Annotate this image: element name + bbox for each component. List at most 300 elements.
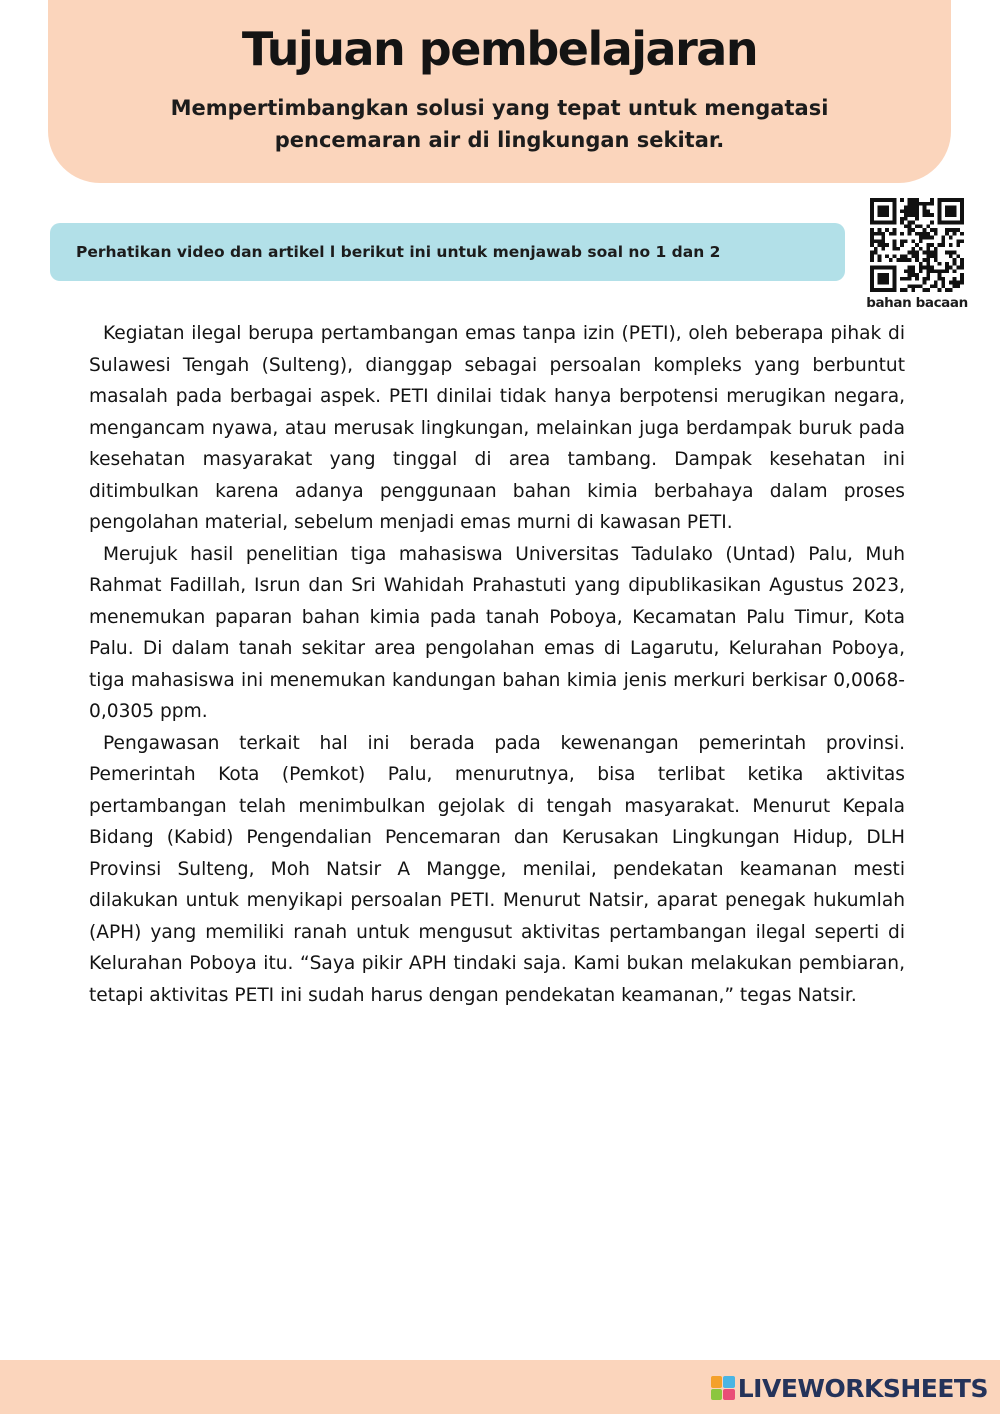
qr-module xyxy=(908,198,912,202)
qr-module xyxy=(908,258,912,262)
qr-module xyxy=(919,247,923,251)
qr-module xyxy=(926,224,930,228)
qr-module xyxy=(915,284,919,288)
qr-module xyxy=(956,198,960,202)
qr-module xyxy=(870,221,874,225)
qr-module xyxy=(926,251,930,255)
qr-module xyxy=(874,239,878,243)
qr-module xyxy=(870,251,874,255)
page-title: Tujuan pembelajaran xyxy=(241,22,758,76)
qr-module xyxy=(945,269,949,273)
qr-module xyxy=(949,266,953,270)
qr-module xyxy=(889,258,893,262)
qr-module xyxy=(911,209,915,213)
qr-module xyxy=(878,254,882,258)
qr-module xyxy=(926,254,930,258)
qr-module xyxy=(885,243,889,247)
qr-module xyxy=(874,288,878,292)
qr-module xyxy=(923,209,927,213)
qr-module xyxy=(878,239,882,243)
qr-module xyxy=(956,284,960,288)
article-paragraph-1: Kegiatan ilegal berupa pertambangan emas tanpa izin (PETI), oleh beberapa pihak di Sulawesi Tengah (Sulteng), dianggap sebagai persoalan kompleks yang berbuntut masalah pada berbagai aspek. PETI dinilai tidak hanya berpotensi merugikan negara, mengancam nyawa, atau merusak lingkungan, melainkan juga berdampak buruk pada kesehatan masyarakat yang tinggal di area tambang. Dampak kesehatan ini ditimbulkan karena adanya penggunaan bahan kimia berbahaya dalam proses pengolahan material, sebelum menjadi emas murni di kawasan PETI. xyxy=(89,323,905,533)
logo-tile-3 xyxy=(711,1389,723,1401)
qr-module xyxy=(938,198,942,202)
qr-module xyxy=(915,213,919,217)
qr-module xyxy=(870,273,874,277)
qr-module xyxy=(960,202,964,206)
qr-module xyxy=(885,281,889,285)
qr-module xyxy=(919,266,923,270)
qr-module xyxy=(904,224,908,228)
qr-module xyxy=(893,213,897,217)
qr-module xyxy=(923,281,927,285)
qr-module xyxy=(893,247,897,251)
qr-module xyxy=(949,213,953,217)
qr-module xyxy=(881,213,885,217)
qr-module xyxy=(878,206,882,210)
qr-module xyxy=(874,198,878,202)
qr-module xyxy=(953,277,957,281)
qr-module xyxy=(926,269,930,273)
qr-module xyxy=(956,239,960,243)
qr-module xyxy=(941,239,945,243)
qr-module xyxy=(893,277,897,281)
qr-module xyxy=(949,254,953,258)
qr-module xyxy=(945,232,949,236)
qr-module xyxy=(874,251,878,255)
qr-module xyxy=(926,288,930,292)
qr-module xyxy=(908,228,912,232)
qr-module xyxy=(881,239,885,243)
article-paragraph-3: Pengawasan terkait hal ini berada pada kewenangan pemerintah provinsi. Pemerintah Kota (Pemkot) Palu, menurutnya, bisa terlibat ketika aktivitas pertambangan telah menimbulkan gejolak di tengah masyarakat. Menurut Kepala Bidang (Kabid) Pengendalian Pencemaran dan Kerusakan Lingkungan Hidup, DLH Provinsi Sulteng, Moh Natsir A Mangge, menilai, pendekatan keamanan mesti dilakukan untuk menyikapi persoalan PETI. Menurut Natsir, aparat penegak hukumlah (APH) yang memiliki ranah untuk mengusut aktivitas pertambangan ilegal seperti di Kelurahan Poboya itu. “Saya pikir APH tindaki saja. Kami bukan melakukan pembiaran, tetapi aktivitas PETI ini sudah harus dengan pendekatan keamanan,” tegas Natsir. xyxy=(89,732,905,1006)
qr-module xyxy=(896,258,900,262)
qr-module xyxy=(941,284,945,288)
qr-module xyxy=(915,209,919,213)
reading-article xyxy=(89,318,905,1011)
qr-module xyxy=(870,213,874,217)
qr-module xyxy=(915,206,919,210)
qr-module xyxy=(911,284,915,288)
qr-module xyxy=(930,266,934,270)
qr-module xyxy=(885,213,889,217)
qr-module xyxy=(908,221,912,225)
qr-module xyxy=(900,198,904,202)
qr-module xyxy=(923,277,927,281)
qr-module xyxy=(870,284,874,288)
qr-module xyxy=(870,228,874,232)
qr-module xyxy=(960,232,964,236)
qr-module xyxy=(960,281,964,285)
qr-module xyxy=(956,254,960,258)
qr-module xyxy=(908,213,912,217)
qr-module xyxy=(945,213,949,217)
qr-module xyxy=(953,284,957,288)
qr-module xyxy=(911,288,915,292)
qr-module xyxy=(878,266,882,270)
qr-module xyxy=(870,243,874,247)
qr-module xyxy=(908,277,912,281)
qr-module xyxy=(949,206,953,210)
qr-module xyxy=(904,288,908,292)
qr-module xyxy=(881,243,885,247)
qr-module xyxy=(934,232,938,236)
qr-module xyxy=(953,206,957,210)
qr-module xyxy=(926,232,930,236)
qr-module xyxy=(956,228,960,232)
qr-module xyxy=(885,273,889,277)
qr-module xyxy=(941,198,945,202)
qr-module xyxy=(874,221,878,225)
qr-module xyxy=(956,243,960,247)
qr-module xyxy=(870,198,874,202)
qr-module xyxy=(949,209,953,213)
qr-module xyxy=(930,236,934,240)
qr-module xyxy=(960,221,964,225)
qr-module xyxy=(953,221,957,225)
qr-module xyxy=(885,266,889,270)
qr-module xyxy=(930,284,934,288)
qr-module xyxy=(878,277,882,281)
qr-module xyxy=(953,213,957,217)
qr-module xyxy=(911,273,915,277)
qr-module xyxy=(926,209,930,213)
qr-module xyxy=(908,269,912,273)
qr-module xyxy=(878,232,882,236)
qr-module xyxy=(870,288,874,292)
qr-module xyxy=(949,243,953,247)
qr-module xyxy=(878,198,882,202)
qr-module xyxy=(953,251,957,255)
qr-module xyxy=(960,217,964,221)
qr-module xyxy=(953,262,957,266)
qr-module xyxy=(926,236,930,240)
qr-module xyxy=(911,247,915,251)
qr-module xyxy=(915,243,919,247)
qr-module xyxy=(870,209,874,213)
instruction-text: Perhatikan video dan artikel l berikut ini untuk menjawab soal no 1 dan 2 xyxy=(76,243,721,261)
qr-module xyxy=(908,251,912,255)
qr-module xyxy=(904,277,908,281)
qr-module xyxy=(915,273,919,277)
qr-module xyxy=(919,202,923,206)
qr-module xyxy=(934,284,938,288)
qr-module xyxy=(908,284,912,288)
qr-module xyxy=(938,209,942,213)
qr-module xyxy=(908,273,912,277)
qr-module xyxy=(870,239,874,243)
instruction-banner xyxy=(50,223,845,281)
qr-module xyxy=(870,258,874,262)
qr-module xyxy=(926,262,930,266)
qr-module xyxy=(881,247,885,251)
qr-module xyxy=(900,232,904,236)
qr-module xyxy=(923,228,927,232)
qr-module xyxy=(881,232,885,236)
qr-module xyxy=(900,258,904,262)
qr-module xyxy=(915,251,919,255)
qr-module xyxy=(874,266,878,270)
qr-module xyxy=(911,251,915,255)
qr-module xyxy=(930,213,934,217)
qr-module xyxy=(911,254,915,258)
qr-module xyxy=(908,202,912,206)
liveworksheets-logo[interactable] xyxy=(711,1372,988,1404)
qr-code-label: bahan bacaan xyxy=(866,295,968,311)
logo-tile-2 xyxy=(723,1376,735,1388)
qr-module xyxy=(908,232,912,236)
qr-module xyxy=(930,254,934,258)
qr-module xyxy=(878,243,882,247)
qr-module xyxy=(938,269,942,273)
qr-module xyxy=(889,221,893,225)
qr-module xyxy=(941,269,945,273)
qr-module xyxy=(930,228,934,232)
qr-module xyxy=(889,266,893,270)
qr-module xyxy=(896,247,900,251)
qr-module xyxy=(870,202,874,206)
qr-module xyxy=(949,251,953,255)
qr-module xyxy=(908,266,912,270)
qr-module xyxy=(945,209,949,213)
qr-module xyxy=(893,232,897,236)
qr-module xyxy=(893,202,897,206)
qr-module xyxy=(938,202,942,206)
qr-module xyxy=(923,206,927,210)
qr-module xyxy=(911,213,915,217)
qr-module xyxy=(960,266,964,270)
qr-module xyxy=(926,243,930,247)
qr-module xyxy=(926,213,930,217)
qr-module xyxy=(870,277,874,281)
qr-module xyxy=(881,273,885,277)
qr-module xyxy=(945,262,949,266)
qr-module xyxy=(911,239,915,243)
qr-module xyxy=(881,221,885,225)
qr-module xyxy=(949,281,953,285)
qr-module xyxy=(915,198,919,202)
qr-module xyxy=(885,209,889,213)
qr-module xyxy=(900,221,904,225)
qr-module xyxy=(900,254,904,258)
qr-module xyxy=(893,281,897,285)
qr-module xyxy=(926,266,930,270)
qr-module xyxy=(923,288,927,292)
qr-module xyxy=(956,221,960,225)
qr-module xyxy=(911,266,915,270)
qr-module xyxy=(911,228,915,232)
qr-module xyxy=(885,277,889,281)
qr-module xyxy=(945,251,949,255)
qr-module xyxy=(919,269,923,273)
qr-module xyxy=(870,217,874,221)
qr-module xyxy=(938,277,942,281)
qr-module xyxy=(885,228,889,232)
qr-module xyxy=(885,198,889,202)
qr-module xyxy=(878,228,882,232)
qr-module xyxy=(945,288,949,292)
qr-module xyxy=(911,221,915,225)
qr-module xyxy=(889,232,893,236)
qr-module xyxy=(878,281,882,285)
qr-module xyxy=(930,269,934,273)
qr-module xyxy=(893,209,897,213)
header-banner xyxy=(48,0,951,183)
qr-module xyxy=(878,258,882,262)
qr-module xyxy=(878,209,882,213)
qr-module xyxy=(953,269,957,273)
qr-module xyxy=(885,221,889,225)
qr-module xyxy=(938,213,942,217)
qr-code-block[interactable] xyxy=(866,198,968,318)
qr-module xyxy=(930,251,934,255)
qr-module xyxy=(934,258,938,262)
qr-module xyxy=(934,269,938,273)
qr-module xyxy=(956,266,960,270)
qr-module xyxy=(893,221,897,225)
qr-module xyxy=(915,258,919,262)
qr-module xyxy=(893,217,897,221)
qr-module xyxy=(923,232,927,236)
qr-module xyxy=(938,288,942,292)
qr-module xyxy=(893,239,897,243)
qr-module xyxy=(941,236,945,240)
qr-module xyxy=(953,198,957,202)
qr-module xyxy=(930,221,934,225)
qr-module xyxy=(900,288,904,292)
qr-module xyxy=(941,281,945,285)
qr-module xyxy=(870,266,874,270)
qr-module xyxy=(919,284,923,288)
qr-module xyxy=(889,198,893,202)
qr-module xyxy=(923,251,927,255)
learning-objective: Mempertimbangkan solusi yang tepat untuk mengatasi pencemaran air di lingkungan sekitar. xyxy=(170,96,829,152)
qr-module xyxy=(953,228,957,232)
qr-module xyxy=(926,247,930,251)
qr-module xyxy=(904,258,908,262)
qr-module xyxy=(893,266,897,270)
qr-module xyxy=(911,269,915,273)
qr-module xyxy=(893,269,897,273)
qr-module xyxy=(938,273,942,277)
qr-module xyxy=(945,266,949,270)
qr-module xyxy=(953,232,957,236)
qr-module xyxy=(949,228,953,232)
qr-module xyxy=(945,198,949,202)
qr-module xyxy=(915,277,919,281)
qr-module xyxy=(923,213,927,217)
qr-code-icon[interactable] xyxy=(870,198,964,292)
qr-module xyxy=(923,236,927,240)
qr-module xyxy=(904,254,908,258)
qr-module xyxy=(926,202,930,206)
qr-module xyxy=(893,228,897,232)
qr-module xyxy=(960,258,964,262)
qr-module xyxy=(915,254,919,258)
qr-module xyxy=(960,206,964,210)
qr-module xyxy=(881,206,885,210)
qr-module xyxy=(904,239,908,243)
qr-module xyxy=(893,288,897,292)
qr-module xyxy=(870,232,874,236)
qr-module xyxy=(960,262,964,266)
qr-module xyxy=(941,277,945,281)
qr-module xyxy=(893,243,897,247)
qr-module xyxy=(938,217,942,221)
qr-module xyxy=(904,217,908,221)
qr-module xyxy=(904,213,908,217)
qr-module xyxy=(926,258,930,262)
qr-module xyxy=(960,209,964,213)
qr-module xyxy=(881,277,885,281)
qr-module xyxy=(934,228,938,232)
logo-tile-4 xyxy=(723,1389,735,1401)
footer-band xyxy=(0,1360,1000,1414)
qr-module xyxy=(960,198,964,202)
qr-module xyxy=(878,213,882,217)
qr-module xyxy=(919,224,923,228)
qr-module xyxy=(938,221,942,225)
qr-module xyxy=(908,209,912,213)
qr-module xyxy=(881,266,885,270)
qr-module xyxy=(934,247,938,251)
qr-module xyxy=(889,288,893,292)
qr-module xyxy=(870,281,874,285)
qr-module xyxy=(938,243,942,247)
logo-tile-1 xyxy=(711,1376,723,1388)
qr-module xyxy=(881,209,885,213)
qr-module xyxy=(923,266,927,270)
qr-module xyxy=(945,206,949,210)
qr-module xyxy=(881,281,885,285)
qr-module xyxy=(904,206,908,210)
qr-module xyxy=(881,198,885,202)
qr-module xyxy=(960,213,964,217)
qr-module xyxy=(934,254,938,258)
qr-module xyxy=(949,198,953,202)
qr-module xyxy=(893,284,897,288)
qr-module xyxy=(923,258,927,262)
qr-module xyxy=(900,209,904,213)
qr-module xyxy=(870,269,874,273)
qr-module xyxy=(953,258,957,262)
qr-module xyxy=(926,277,930,281)
qr-module xyxy=(919,232,923,236)
qr-module xyxy=(878,221,882,225)
qr-module xyxy=(915,217,919,221)
qr-module xyxy=(934,251,938,255)
qr-module xyxy=(885,254,889,258)
qr-module xyxy=(911,202,915,206)
qr-module xyxy=(949,236,953,240)
qr-module xyxy=(911,206,915,210)
qr-module xyxy=(904,209,908,213)
qr-module xyxy=(908,206,912,210)
qr-module xyxy=(878,273,882,277)
qr-module xyxy=(919,239,923,243)
qr-module xyxy=(941,243,945,247)
qr-module xyxy=(919,262,923,266)
qr-module xyxy=(949,221,953,225)
qr-module xyxy=(949,288,953,292)
qr-module xyxy=(915,202,919,206)
qr-module xyxy=(870,206,874,210)
qr-module xyxy=(893,198,897,202)
qr-module xyxy=(945,221,949,225)
qr-module xyxy=(900,277,904,281)
qr-module xyxy=(904,269,908,273)
qr-module xyxy=(893,254,897,258)
qr-module xyxy=(870,236,874,240)
